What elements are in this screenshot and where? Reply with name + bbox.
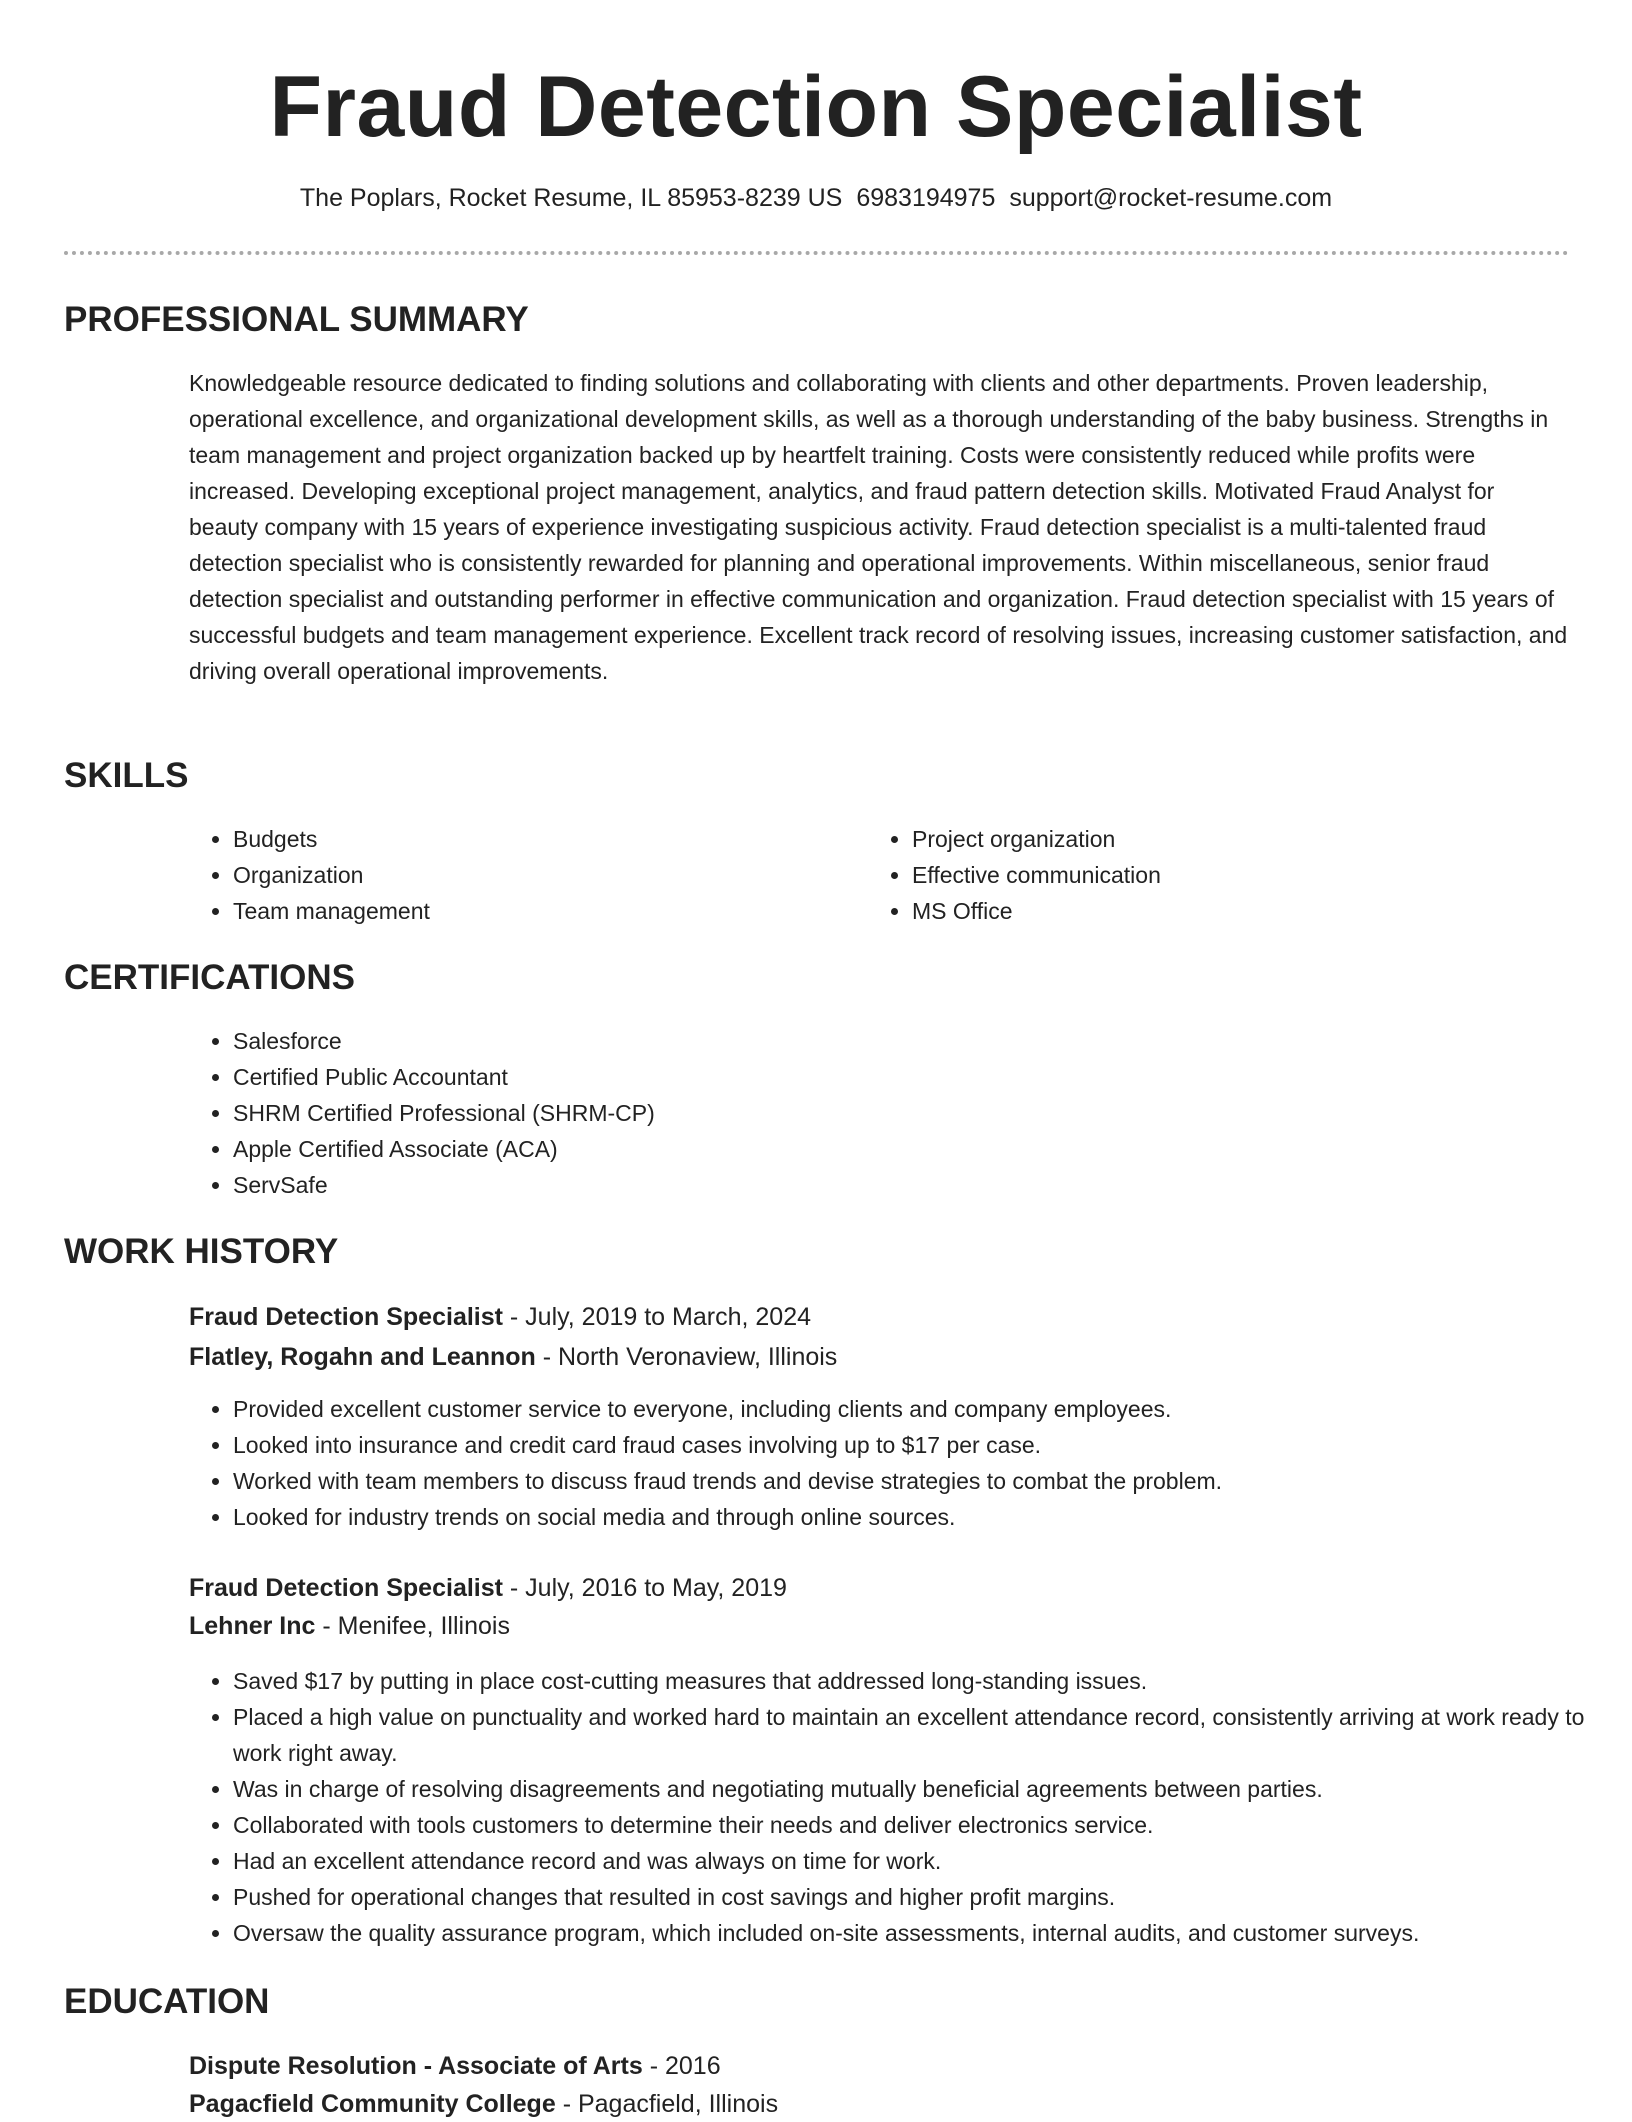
section-heading-certifications: CERTIFICATIONS xyxy=(64,958,356,997)
list-item: • MS Office xyxy=(912,893,1532,929)
page-title: Fraud Detection Specialist xyxy=(269,59,1363,155)
list-item: • Looked for industry trends on social media and through online sources. xyxy=(233,1499,1613,1535)
job-company-line xyxy=(189,1339,837,1375)
job-location: - Menifee, Illinois xyxy=(315,1612,510,1640)
skills-list-right xyxy=(868,821,1532,929)
list-item: • Placed a high value on punctuality and worked hard to maintain an excellent attendance record, consistently arriving at work ready to work right away. xyxy=(233,1699,1613,1771)
job-title-line xyxy=(189,1299,811,1335)
list-item: • Budgets xyxy=(233,821,853,857)
education-degree: Dispute Resolution - Associate of Arts xyxy=(189,2052,643,2080)
list-item: • Oversaw the quality assurance program, which included on-site assessments, internal audits, and customer surveys. xyxy=(233,1915,1613,1951)
list-item: • Team management xyxy=(233,893,853,929)
list-item: • ServSafe xyxy=(233,1167,1533,1203)
job-company-line xyxy=(189,1608,510,1644)
list-item: • Certified Public Accountant xyxy=(233,1059,1533,1095)
job-title-line xyxy=(189,1570,787,1606)
list-item: • Was in charge of resolving disagreements and negotiating mutually beneficial agreements between parties. xyxy=(233,1771,1613,1807)
summary-text: Knowledgeable resource dedicated to finding solutions and collaborating with clients and other departments. Proven leadership, operational excellence, and organizational development skills, as well as a thorough understanding of the baby business. Strengths in team management and project organization backed up by heartfelt training. Costs were consistently reduced while profits were increased. Developing exceptional project management, analytics, and fraud pattern detection skills. Motivated Fraud Analyst for beauty company with 15 years of experience investigating suspicious activity. Fraud detection specialist is a multi-talented fraud detection specialist who is consistently rewarded for planning and operational improvements. Within miscellaneous, senior fraud detection specialist and outstanding performer in effective communication and organization. Fraud detection specialist with 15 years of successful budgets and team management experience. Excellent track record of resolving issues, increasing customer satisfaction, and driving overall operational improvements. xyxy=(189,370,1568,684)
job-location: - North Veronaview, Illinois xyxy=(535,1343,838,1371)
list-item: • Collaborated with tools customers to determine their needs and deliver electronics service. xyxy=(233,1807,1613,1843)
education-school: Pagacfield Community College xyxy=(189,2090,556,2118)
skills-list-left xyxy=(189,821,853,929)
contact-phone: 6983194975 xyxy=(856,184,996,212)
list-item: • Effective communication xyxy=(912,857,1532,893)
list-item: • Provided excellent customer service to everyone, including clients and company employees. xyxy=(233,1391,1613,1427)
section-heading-education: EDUCATION xyxy=(64,1982,270,2021)
section-heading-work-history: WORK HISTORY xyxy=(64,1232,339,1271)
contact-line xyxy=(0,180,1632,216)
job-title: Fraud Detection Specialist xyxy=(189,1303,503,1331)
section-heading-skills: SKILLS xyxy=(64,756,189,795)
contact-email[interactable]: support@rocket-resume.com xyxy=(1009,184,1333,212)
list-item: • Worked with team members to discuss fraud trends and devise strategies to combat the problem. xyxy=(233,1463,1613,1499)
job-company: Lehner Inc xyxy=(189,1612,316,1640)
list-item: • Apple Certified Associate (ACA) xyxy=(233,1131,1533,1167)
header-divider xyxy=(64,251,1569,255)
contact-address: The Poplars, Rocket Resume, IL 85953-8239 US xyxy=(299,184,843,212)
education-school-line xyxy=(189,2086,778,2122)
job-dates: - July, 2019 to March, 2024 xyxy=(502,1303,812,1331)
list-item: • Saved $17 by putting in place cost-cutting measures that addressed long-standing issues. xyxy=(233,1663,1613,1699)
job-company: Flatley, Rogahn and Leannon xyxy=(189,1343,536,1371)
education-year: - 2016 xyxy=(642,2052,721,2080)
list-item: • Looked into insurance and credit card fraud cases involving up to $17 per case. xyxy=(233,1427,1613,1463)
job-dates: - July, 2016 to May, 2019 xyxy=(502,1574,787,1602)
list-item: • SHRM Certified Professional (SHRM-CP) xyxy=(233,1095,1533,1131)
list-item: • Salesforce xyxy=(233,1023,1533,1059)
list-item: • Pushed for operational changes that resulted in cost savings and higher profit margins. xyxy=(233,1879,1613,1915)
list-item: • Project organization xyxy=(912,821,1532,857)
section-heading-summary: PROFESSIONAL SUMMARY xyxy=(64,300,529,339)
list-item: • Had an excellent attendance record and was always on time for work. xyxy=(233,1843,1613,1879)
education-degree-line xyxy=(189,2048,721,2084)
job-title: Fraud Detection Specialist xyxy=(189,1574,503,1602)
job-bullets xyxy=(189,1663,1613,1951)
education-location: - Pagacfield, Illinois xyxy=(555,2090,779,2118)
list-item: • Organization xyxy=(233,857,853,893)
certifications-list xyxy=(189,1023,1533,1203)
job-bullets xyxy=(189,1391,1613,1535)
